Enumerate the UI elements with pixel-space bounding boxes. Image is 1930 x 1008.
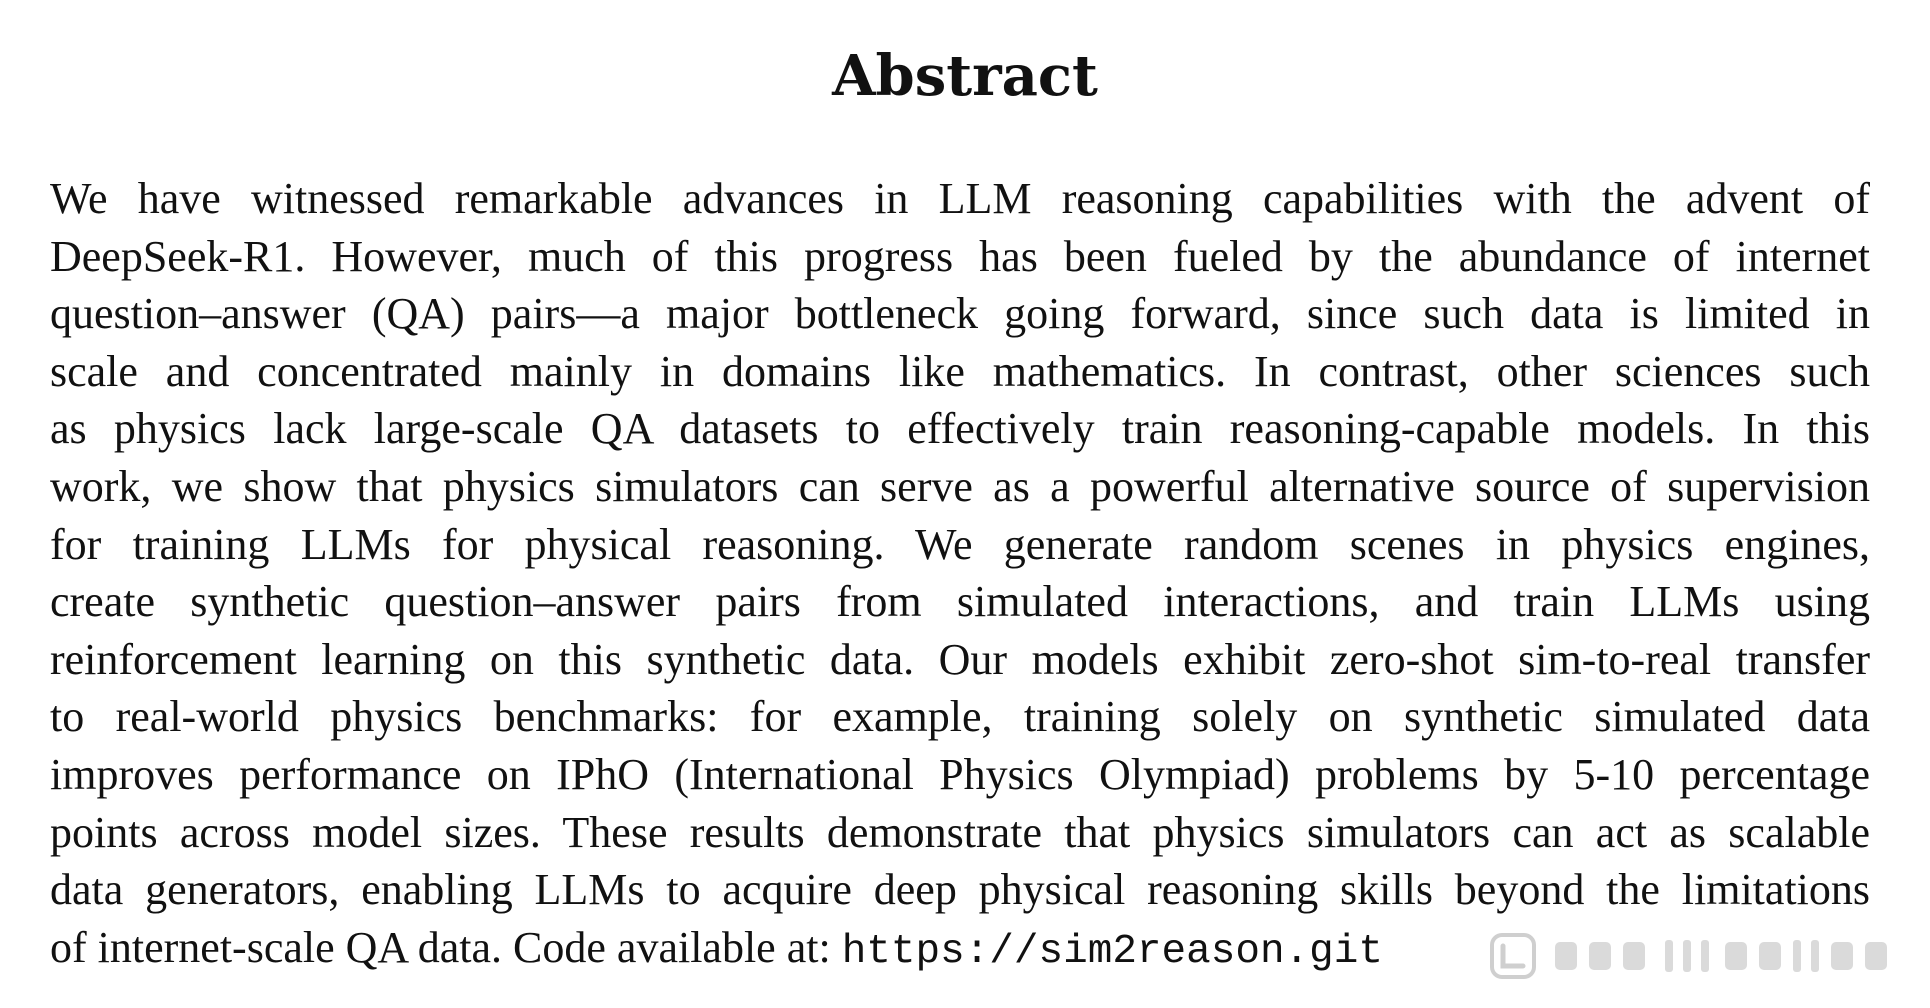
abstract-line: question–answer (QA) pairs—a major bottleneck going forward, since such data is limited in bbox=[50, 289, 1870, 339]
watermark-text-icon bbox=[1555, 936, 1895, 976]
code-url-link[interactable]: https://sim2reason.git bbox=[841, 928, 1383, 975]
abstract-line: DeepSeek-R1. However, much of this progress has been fueled by the abundance of internet bbox=[50, 231, 1870, 281]
abstract-body bbox=[50, 170, 1870, 976]
abstract-line: data generators, enabling LLMs to acquire deep physical reasoning skills beyond the limitations bbox=[50, 865, 1870, 915]
abstract-line: scale and concentrated mainly in domains like mathematics. In contrast, other sciences such bbox=[50, 346, 1870, 396]
abstract-line: to real-world physics benchmarks: for example, training solely on synthetic simulated data bbox=[50, 692, 1870, 742]
abstract-last-line-text: of internet-scale QA data. Code available at: bbox=[50, 922, 842, 972]
abstract-line: We have witnessed remarkable advances in LLM reasoning capabilities with the advent of bbox=[50, 174, 1870, 223]
watermark-logo-icon bbox=[1489, 932, 1537, 980]
abstract-line: as physics lack large-scale QA datasets to effectively train reasoning-capable models. In this bbox=[50, 404, 1870, 454]
abstract-title: Abstract bbox=[832, 43, 1098, 109]
abstract-line: work, we show that physics simulators can serve as a powerful alternative source of supervision bbox=[50, 461, 1870, 511]
watermark bbox=[1475, 922, 1920, 992]
abstract-line: for training LLMs for physical reasoning. We generate random scenes in physics engines, bbox=[50, 519, 1870, 569]
abstract-line: create synthetic question–answer pairs from simulated interactions, and train LLMs using bbox=[50, 577, 1870, 627]
abstract-line: improves performance on IPhO (International Physics Olympiad) problems by 5-10 percentage bbox=[50, 749, 1870, 799]
abstract-line: points across model sizes. These results demonstrate that physics simulators can act as scalable bbox=[50, 807, 1870, 857]
abstract-line: reinforcement learning on this synthetic data. Our models exhibit zero-shot sim-to-real transfer bbox=[50, 634, 1870, 684]
